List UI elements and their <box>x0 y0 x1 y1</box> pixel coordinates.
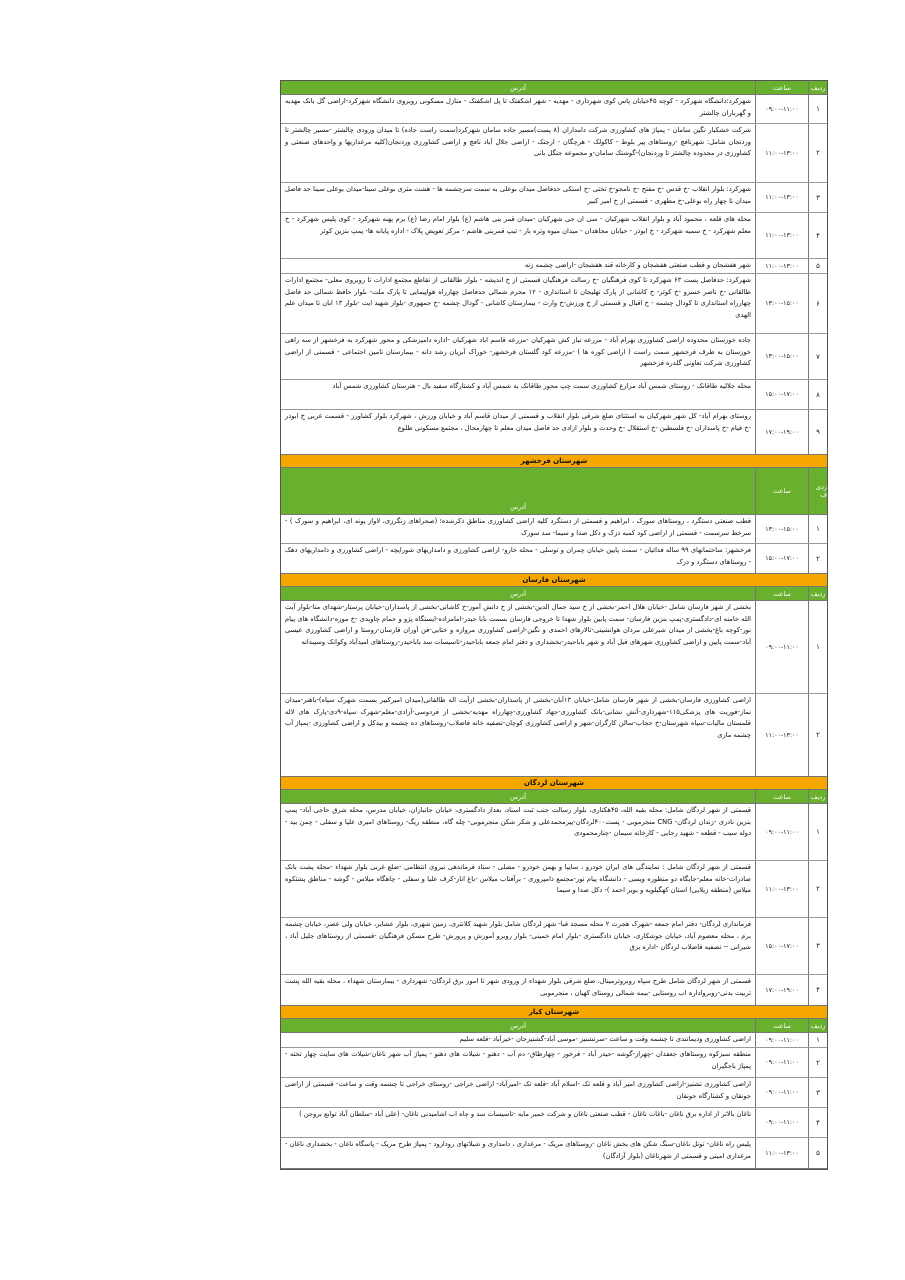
header-row-number: ردیف <box>808 81 827 94</box>
address-text: شهرکرد: بلوار انقلاب -خ قدس -خ مفتح -خ نامجو-خ تختی -خ استکی حدفاصل میدان بوعلی به سمت سرچشمه ها - هشت متری بوعلی سینا-میدان بوعلی سینا حد فاصل میدان تا چهار راه بوعلی-خ مطهری - قسمتی از خ امیر کبیر <box>285 185 751 205</box>
address-text: روستای بهرام آباد- کل شهر شهرکیان به استثنای ضلع شرقی بلوار انقلاب و قسمتی از میدان قاسم آباد و خیابان ورزش ، شهرکرد بلوار کشاورز - قسمت غربی خ ابوذر -خ قیام -خ پاسداران -خ فلسطین -خ استقلال -خ وحدت و بلوار ازادی حد فاصل میدان معلم تا چهارمحال ، مجتمع مسکونی طلوع <box>285 412 751 432</box>
row-number: ۹ <box>808 410 827 454</box>
time-range: ۱۵:۰۰-۱۷:۰۰ <box>755 380 808 409</box>
header-address: آدرس <box>510 1021 526 1030</box>
row-number: ۳ <box>808 918 827 974</box>
table-header <box>281 587 827 601</box>
row-number: ۲ <box>808 1048 827 1077</box>
address-text: اراضی کشاورزی ودیمانندی تا چشمه وقت و ساعت -سرتشنیز -موسی آباد-گشنیزجان -خیرآباد -قلعه سلیم <box>459 1035 751 1043</box>
city-section <box>281 81 827 455</box>
header-row-number: ردی ف <box>808 468 827 514</box>
time-range: ۱۱:۰۰-۱۳:۰۰ <box>755 861 808 917</box>
time-range: ۰۹:۰۰-۱۱:۰۰ <box>755 95 808 123</box>
header-row-number: ردیف <box>808 587 827 600</box>
address-text: پلیس راه ناغان- تونل ناغان-سنگ شکن های بخش ناغان -روستاهای مریک - مرغداری ، دامداری و شیلاتهای رودارود - پمپاژ طرح مریک - پاسگاه ناغان - بخشداری ناغان - مرغداری امینی و قسمتی از شهرناغان (بلوار آزادگان) <box>285 1140 751 1160</box>
row-number: ۱ <box>808 95 827 123</box>
row-number: ۱ <box>808 515 827 543</box>
table-header <box>281 1019 827 1033</box>
header-time: ساعت <box>755 81 808 94</box>
header-address: آدرس <box>510 83 526 92</box>
table-row <box>281 1138 827 1168</box>
address-text: اراضی کشاورزی تشنیز-اراضی کشاورزی امیر آباد و قلعه تک -اسلام آباد -قلعه تک -امیرآباد- اراضی خراجی -روستای خراجی تا چشمه وقت و ساعت- قسمتی از اراضی جونقان و کشتارگاه جونقان <box>285 1080 751 1100</box>
table-row <box>281 601 827 694</box>
city-title: شهرستان فارسان <box>281 574 827 587</box>
row-number: ۱ <box>808 804 827 860</box>
row-number: ۶ <box>808 274 827 333</box>
row-number: ۲ <box>808 861 827 917</box>
address-text: اراضی کشاورزی فارسان-بخشی از شهر فارسان شامل-خیابان ۱۳آبان-بخشی از پاسداران-بخشی ازآیت اله طالقانی(میدان امیرکبیر بسمت شهرک سیاه)-باهنر-میدان نماز-فوریت های پزشکی۱۱۵-شهرداری-آتش نشانی-بانک کشاورزی-جهاد کشاورزی-چهارراه مهدیه-بخشی از فردوسی-آزادی-معلم-شهرک سپاه-۹دی-پارک های لاله قلمستان مالیات-سپاه شهرستان-خ حجاب-سالن کارگران-شهر و اراضی کشاورزی کوچان-تصفیه خانه فاضلاب-روستاهای ده چشمه و بیدکل و اراضی کشاورزی -پمپاژ آب چشمه ماری <box>285 696 751 739</box>
row-number: ۳ <box>808 1078 827 1107</box>
address-text: قسمتی از شهر لردگان شامل : نمایندگی های ایران خودرو ، سایپا و بهمن خودرو - مصلی - ستاد فرماندهی نیروی انتظامی -ضلع غربی بلوار شهداء -محله پشت بانک صادرات-خانه معلم-جایگاه دو منظوره ویسی - دانشگاه پیام نور-مجتمع دامپروری - برآفتاب میلاس -باغ انار-کرف علیا و سفلی - چاهگاه میلاس - گوشه - مناطق پشتکوه میلاس (منطقه زیلایی) استان کهگیلویه و بویر احمد )- دکل صدا و سیما <box>285 863 751 894</box>
table-row <box>281 1078 827 1108</box>
city-section <box>281 1006 827 1169</box>
table-row <box>281 259 827 274</box>
time-range: ۱۳:۰۰-۱۵:۰۰ <box>755 334 808 379</box>
table-row <box>281 1048 827 1078</box>
table-row <box>281 274 827 334</box>
row-number: ۵ <box>808 259 827 273</box>
row-number: ۸ <box>808 380 827 409</box>
row-number: ۴ <box>808 213 827 258</box>
table-row <box>281 380 827 410</box>
table-header <box>281 790 827 804</box>
header-time: ساعت <box>755 587 808 600</box>
table-row <box>281 410 827 454</box>
city-title: شهرستان فرخشهر <box>281 455 827 468</box>
address-text: محله جلالیه طاقانک - روستای شمس آباد مزارع کشاورزی سمت چپ محور طاقانک به شمس آباد و کشتارگاه سفید بال - هنرستان کشاورزی شمس آباد <box>332 382 751 390</box>
time-range: ۱۱:۰۰-۱۳:۰۰ <box>755 694 808 776</box>
table-row <box>281 918 827 975</box>
outage-schedule-table <box>280 80 828 1170</box>
address-text: بخشی از شهر فارسان شامل -خیابان هلال احمر-بخشی از خ سید جمال الدین-بخشی از خ دانش آموز-خ کاشانی-بخشی از پاسداران-خیابان پرستار-شهدای منا-بلوار آیت الله خامنه ای-دادگستری-پمپ بنزین فارسان- سمت پایین بلوار شهدا تا خروجی فارسان بسمت بابا حیدر-امامزاده-ایستگاه پژو و حمام چاویدی -خ موزه-دانشگاه های پیام نور-کوچه باغ-بخشی از میدان شیرعلی مردان هوانشینی-تالارهای احمدی و نگین-اراضی کشاورزی مروازه و ختایی-فن آوران فارسان-روستا و اراضی کشاورزی عیسی آباد-سمت پایین و اراضی کشاورزی شهرهای فیل آباد و شهر باباحیدر-بخشداری و دفتر امام جمعه باباحیدر-تاسیسات سد باباحیدر-روستاهای امیدآباد وکوانک وسیبدانه <box>285 603 751 646</box>
time-range: ۱۷:۰۰-۱۹:۰۰ <box>755 975 808 1005</box>
address-text: قطب صنعتی دستگرد ، روستاهای سورک ، ابراهیم و قسمتی از دستگرد کلیه اراضی کشاورزی مناطق ذکرشده؛ (صحراهای زنگرزی، لاواز پونه ای، ابراهیم و سورک ) - سرخط سرسمت - قسمتی از اراضی کود کمبه دزک و دکل صدا و سیما- سد سورک <box>285 517 751 537</box>
city-title: شهرستان لردگان <box>281 777 827 790</box>
row-number: ۷ <box>808 334 827 379</box>
address-text: فرخشهر: ساختمانهای ۹۹ ساله فدائیان - سمت پایین خیابان چمران و توسلی - محله خارو- اراضی کشاورزی و دامداریهای شوراپچه - اراضی کشاورزی و دامداریهای دهک - روستاهای دستگرد و دزک <box>285 546 751 566</box>
address-text: ناغان بالاتر از اداره برق ناغان -باغات ناغان - قطب صنعتی ناغان و شرکت خمیر مایه -تاسیسات سد و چاه اب اشامیدنی ناغان- (علی آباد -سلطان آباد توابع بروجن ) <box>299 1110 751 1118</box>
table-header <box>281 81 827 95</box>
table-row <box>281 1108 827 1138</box>
address-text: فرمانداری لردگان- دفتر امام جمعه -شهرک هجرت ۲ محله مسجد قبا- شهر لردگان شامل بلوار شهید کلانتری، زمین شهری، بلوار عشایر، خیابان ولی عصر، خیابان چشمه برم ، محله معصوم آباد، خیابان جوشکاری، خیابان دادگستری -بلوار امام خمینی- بلوار روبرو آموزش و پرورش- طرح مسکن فرهنگیان -قسمتی از روستاهای جلیل آباد ، شیرانی -- تصفیه فاضلاب لردگان -اداره برق <box>285 920 752 951</box>
time-range: ۱۳:۰۰-۱۵:۰۰ <box>755 274 808 333</box>
table-row <box>281 1033 827 1048</box>
address-text: شهرکرد؛دانشگاه شهرکرد - کوچه ۴۵خیابان پاس کوی شهرداری - مهدیه - شهر اشکفتک تا پل اشکفتک - منازل مسکونی روبروی دانشگاه شهرکرد-اراضی گل بانک مهدیه و گهرباران چالشتر <box>285 97 751 117</box>
address-text: قسمتی از شهر لردگان شامل: محله بقیه الله، ۴۵هکتاری، بلوار رسالت جنب ثبت اسناد، بعداز دادگستری، خیابان جانبازان، خیابان مدرس، محله شرق حاجی آباد- پمپ بنزین نادری -زندان لردگان- CNG منجرموبی - پست۴۰۰لردگان-پیرمحمدعلی و شکر شکن منجرموبی- چله گاه، منطقه ریگ- روستاهای امیری علیا و سفلی - چمن بید - دوله سیب - قطعه - شهید رجایی - کارخانه سیمان -چنارمحمودی <box>285 806 751 837</box>
row-number: ۳ <box>808 183 827 212</box>
address-text: جاده خوزستان محدوده اراضی کشاورزی بهرام آباد - مزرعه نیاز کش شهرکیان -مزرعه قاسم اباد شهرکیان -اداره دامپزشکی و محور شهرکرد به فرخشهر از سه راهی خوزستان به طرف فرخشهر سمت راست ( اراضی کوره ها ) -مزرعه کود گلستان فرخشهر- خوراک آبزیان رشد دانه - بیمارستان تامین اجتماعی - قسمتی از اراضی کشاورزی شرکت تعاونی گلدره فرخشهر <box>285 336 751 367</box>
address-text: شهرکرد: حدفاصل پست ۶۳ شهرکرد تا کوی فرهنگیان -خ رسالت فرهنگیان قسمتی از خ اندیشه - بلوار طالقانی از تقاطع مجتمع ادارات تا روبروی معلی- مجتمع ادارات طالقانی -خ ناصر خسرو -خ کوثر- خ کاشانی از پارک تهلیجان تا استانداری - ۱۲ محرم شمالی حدفاصل چهارراه هواپیمایی تا پارک ملت- بلوار حافظ شمالی حد فاصل چهارراه استانداری تا کودال چشمه - خ اقبال و قسمتی از خ ورزش-خ وارث - بیمارستان کاشانی - گودال چشمه -خ جمهوری -بلوار شهید ایت -بلوار ۱۳ ابان تا میدان علم الهدی <box>285 276 752 319</box>
time-range: ۱۵:۰۰-۱۷:۰۰ <box>755 918 808 974</box>
row-number: ۴ <box>808 975 827 1005</box>
time-range: ۱۵:۰۰-۱۷:۰۰ <box>755 544 808 573</box>
time-range: ۰۹:۰۰-۱۱:۰۰ <box>755 1108 808 1137</box>
city-section <box>281 574 827 777</box>
row-number: ۴ <box>808 1108 827 1137</box>
row-number: ۱ <box>808 1033 827 1047</box>
table-row <box>281 804 827 861</box>
time-range: ۰۹:۰۰-۱۱:۰۰ <box>755 1078 808 1107</box>
table-row <box>281 975 827 1005</box>
address-text: محله های قلعه ، محمود آباد و بلوار انقلاب شهرکیان - سی ان جی شهرکیان -میدان قمر بنی هاشم (ع) بلوار امام رضا (ع) برم پهنه شهرکرد - کوی پلیس شهرکرد - خ معلم شهرکرد - خ سمیه شهرکرد - خ ابوذر - خیابان مجاهدان - میدان میوه وتره بار - تیپ قمربنی هاشم - مرکز تعویض پلاک - اداره پایانه ها- پمپ بنزین کوثر <box>285 215 751 235</box>
time-range: ۰۹:۰۰-۱۱:۰۰ <box>755 1033 808 1047</box>
address-text: شرکت خشکبار نگین سامان - پمپاژ های کشاورزی شرکت دامداران (۸ پست)مسیر جاده سامان شهرکرد(سمت راست جاده) تا میدان ورودی چالشتر -مسیر چالشتر تا وردنجان شامل: شهرنافچ -روستاهای پیر بلوط - کاکولک - هرچگان - ارجنک - اراضی جلال آباد نافچ و اراضی کشاورزی وردنجان(کلیه مرغداریها و واحدهای صنعتی و کشاورزی در محدوده چالشتر تا وردنجان)-گوشتک سامان-و مجموعه جنگل بانی <box>285 126 751 157</box>
table-row <box>281 213 827 259</box>
table-row <box>281 95 827 124</box>
time-range: ۱۱:۰۰-۱۳:۰۰ <box>755 124 808 182</box>
table-row <box>281 183 827 213</box>
time-range: ۱۷:۰۰-۱۹:۰۰ <box>755 410 808 454</box>
header-address: آدرس <box>510 792 526 801</box>
table-row <box>281 124 827 183</box>
row-number: ۲ <box>808 544 827 573</box>
time-range: ۱۱:۰۰-۱۳:۰۰ <box>755 183 808 212</box>
table-row <box>281 334 827 380</box>
time-range: ۰۹:۰۰-۱۱:۰۰ <box>755 1048 808 1077</box>
table-row <box>281 861 827 918</box>
header-row-number: ردیف <box>808 790 827 803</box>
header-time: ساعت <box>755 1019 808 1032</box>
row-number: ۲ <box>808 124 827 182</box>
city-title: شهرستان کیار <box>281 1006 827 1019</box>
time-range: ۱۳:۰۰-۱۵:۰۰ <box>755 515 808 543</box>
row-number: ۱ <box>808 601 827 693</box>
address-text: شهر هفشجان و قطب صنعتی هفشجان و کارخانه قند هفشجان -اراضی چشمه زنه <box>524 261 751 269</box>
table-row <box>281 694 827 776</box>
address-text: منطقه سبزکوه روستاهای جعفدان -چهراز-گوشه -حیدر آباد - فرخور - چهارطاق- دم آب - دهنو - شیلات های دهنو - پمپاژ آب شهر ناغان-شیلات های سایت چهار تخته - پمپاژ باجگیران <box>285 1050 751 1070</box>
time-range: ۱۱:۰۰-۱۳:۰۰ <box>755 1138 808 1168</box>
header-time: ساعت <box>755 790 808 803</box>
city-section <box>281 777 827 1006</box>
city-section <box>281 455 827 574</box>
header-time: ساعت <box>755 468 808 514</box>
header-address: آدرس <box>510 589 526 598</box>
address-text: قسمتی از شهر لردگان شامل طرح سپاه روبروترمینال، ضلع شرقی بلوار شهداء از ورودی شهر تا امور برق لردگان- شهرداری - بیمارستان شهداء ، محله بقیه الله پشت تربیت بدنی-روبروادارہ اب روستایی -بیمه شمالی روستای کهیان ، منجرموبی <box>285 977 751 997</box>
time-range: ۰۹:۰۰-۱۱:۰۰ <box>755 804 808 860</box>
table-header <box>281 468 827 515</box>
header-address: آدرس <box>510 503 526 511</box>
header-row-number: ردیف <box>808 1019 827 1032</box>
time-range: ۱۱:۰۰-۱۳:۰۰ <box>755 259 808 273</box>
table-row <box>281 544 827 573</box>
row-number: ۲ <box>808 694 827 776</box>
time-range: ۱۱:۰۰-۱۳:۰۰ <box>755 213 808 258</box>
row-number: ۵ <box>808 1138 827 1168</box>
time-range: ۰۹:۰۰-۱۱:۰۰ <box>755 601 808 693</box>
table-row <box>281 515 827 544</box>
